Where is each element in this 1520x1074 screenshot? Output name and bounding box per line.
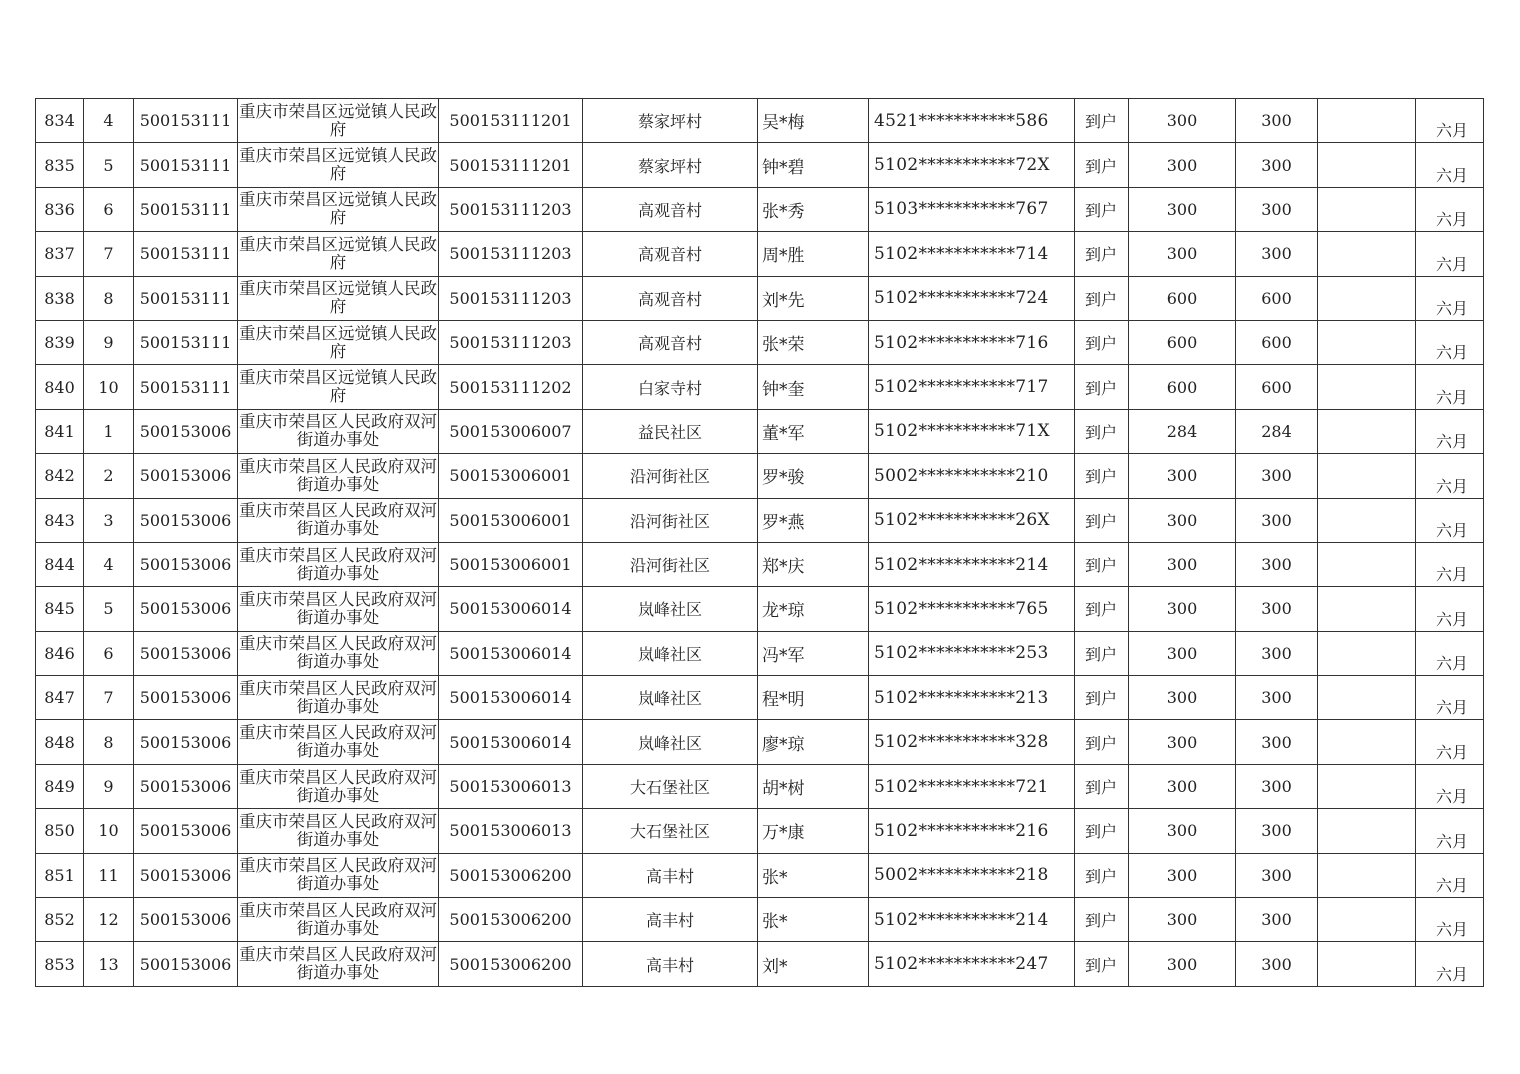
cell-id-number: 5102***********214 bbox=[869, 542, 1075, 586]
cell-group-number: 8 bbox=[84, 720, 134, 764]
cell-group-number: 3 bbox=[84, 498, 134, 542]
cell-person-name: 程*明 bbox=[758, 676, 869, 720]
cell-organization: 重庆市荣昌区人民政府双河街道办事处 bbox=[238, 542, 439, 586]
table-row bbox=[36, 409, 1484, 453]
cell-amount-due: 300 bbox=[1129, 542, 1236, 586]
cell-person-name: 胡*树 bbox=[758, 764, 869, 808]
cell-village: 高丰村 bbox=[583, 898, 758, 942]
cell-amount-due: 300 bbox=[1129, 99, 1236, 143]
table-row bbox=[36, 143, 1484, 187]
cell-org-code: 500153111 bbox=[134, 143, 238, 187]
cell-note bbox=[1318, 898, 1416, 942]
cell-note bbox=[1318, 99, 1416, 143]
cell-village-code: 500153006013 bbox=[439, 809, 583, 853]
cell-village: 大石堡社区 bbox=[583, 809, 758, 853]
cell-organization: 重庆市荣昌区远觉镇人民政府 bbox=[238, 232, 439, 276]
cell-amount-paid: 300 bbox=[1236, 853, 1318, 897]
cell-village: 高观音村 bbox=[583, 232, 758, 276]
cell-amount-paid: 300 bbox=[1236, 942, 1318, 986]
cell-organization: 重庆市荣昌区人民政府双河街道办事处 bbox=[238, 676, 439, 720]
cell-group-number: 1 bbox=[84, 409, 134, 453]
cell-payment-type: 到户 bbox=[1075, 143, 1129, 187]
cell-payment-type: 到户 bbox=[1075, 587, 1129, 631]
cell-amount-due: 284 bbox=[1129, 409, 1236, 453]
cell-group-number: 11 bbox=[84, 853, 134, 897]
cell-note bbox=[1318, 542, 1416, 586]
table-row bbox=[36, 187, 1484, 231]
cell-group-number: 7 bbox=[84, 676, 134, 720]
cell-sequence: 836 bbox=[36, 187, 84, 231]
cell-sequence: 853 bbox=[36, 942, 84, 986]
cell-payment-type: 到户 bbox=[1075, 720, 1129, 764]
cell-payment-type: 到户 bbox=[1075, 764, 1129, 808]
cell-payment-type: 到户 bbox=[1075, 498, 1129, 542]
table-row bbox=[36, 853, 1484, 897]
cell-amount-paid: 300 bbox=[1236, 454, 1318, 498]
cell-sequence: 840 bbox=[36, 365, 84, 409]
cell-village-code: 500153111203 bbox=[439, 232, 583, 276]
cell-group-number: 5 bbox=[84, 587, 134, 631]
cell-village-code: 500153006007 bbox=[439, 409, 583, 453]
cell-sequence: 846 bbox=[36, 631, 84, 675]
cell-amount-paid: 300 bbox=[1236, 676, 1318, 720]
table-row bbox=[36, 276, 1484, 320]
cell-sequence: 841 bbox=[36, 409, 84, 453]
cell-amount-due: 300 bbox=[1129, 454, 1236, 498]
cell-amount-paid: 300 bbox=[1236, 631, 1318, 675]
cell-month: 六月 bbox=[1416, 143, 1484, 187]
cell-id-number: 5102***********724 bbox=[869, 276, 1075, 320]
table-body bbox=[36, 99, 1484, 987]
cell-note bbox=[1318, 764, 1416, 808]
cell-person-name: 罗*骏 bbox=[758, 454, 869, 498]
cell-person-name: 罗*燕 bbox=[758, 498, 869, 542]
cell-org-code: 500153111 bbox=[134, 187, 238, 231]
cell-organization: 重庆市荣昌区人民政府双河街道办事处 bbox=[238, 498, 439, 542]
cell-amount-due: 300 bbox=[1129, 809, 1236, 853]
cell-group-number: 8 bbox=[84, 276, 134, 320]
cell-person-name: 刘*先 bbox=[758, 276, 869, 320]
cell-org-code: 500153111 bbox=[134, 232, 238, 276]
table-row bbox=[36, 898, 1484, 942]
cell-id-number: 5103***********767 bbox=[869, 187, 1075, 231]
cell-amount-due: 300 bbox=[1129, 764, 1236, 808]
cell-payment-type: 到户 bbox=[1075, 187, 1129, 231]
cell-sequence: 851 bbox=[36, 853, 84, 897]
cell-village: 高丰村 bbox=[583, 853, 758, 897]
cell-payment-type: 到户 bbox=[1075, 99, 1129, 143]
cell-month: 六月 bbox=[1416, 542, 1484, 586]
cell-village: 沿河街社区 bbox=[583, 454, 758, 498]
cell-amount-paid: 300 bbox=[1236, 99, 1318, 143]
cell-id-number: 5102***********247 bbox=[869, 942, 1075, 986]
cell-village-code: 500153006013 bbox=[439, 764, 583, 808]
cell-org-code: 500153006 bbox=[134, 898, 238, 942]
cell-person-name: 吴*梅 bbox=[758, 99, 869, 143]
cell-id-number: 5102***********717 bbox=[869, 365, 1075, 409]
cell-amount-due: 300 bbox=[1129, 498, 1236, 542]
cell-amount-paid: 300 bbox=[1236, 720, 1318, 764]
cell-sequence: 847 bbox=[36, 676, 84, 720]
cell-village-code: 500153111203 bbox=[439, 320, 583, 364]
cell-note bbox=[1318, 276, 1416, 320]
cell-sequence: 843 bbox=[36, 498, 84, 542]
cell-id-number: 4521***********586 bbox=[869, 99, 1075, 143]
cell-id-number: 5102***********714 bbox=[869, 232, 1075, 276]
cell-village: 岚峰社区 bbox=[583, 676, 758, 720]
cell-group-number: 7 bbox=[84, 232, 134, 276]
cell-note bbox=[1318, 232, 1416, 276]
cell-sequence: 835 bbox=[36, 143, 84, 187]
cell-id-number: 5102***********214 bbox=[869, 898, 1075, 942]
cell-note bbox=[1318, 365, 1416, 409]
cell-group-number: 9 bbox=[84, 764, 134, 808]
table-row bbox=[36, 587, 1484, 631]
cell-group-number: 5 bbox=[84, 143, 134, 187]
cell-org-code: 500153111 bbox=[134, 99, 238, 143]
cell-id-number: 5102***********721 bbox=[869, 764, 1075, 808]
cell-month: 六月 bbox=[1416, 898, 1484, 942]
cell-sequence: 839 bbox=[36, 320, 84, 364]
cell-note bbox=[1318, 631, 1416, 675]
cell-payment-type: 到户 bbox=[1075, 809, 1129, 853]
cell-village-code: 500153111203 bbox=[439, 276, 583, 320]
cell-org-code: 500153006 bbox=[134, 498, 238, 542]
cell-payment-type: 到户 bbox=[1075, 942, 1129, 986]
cell-village: 岚峰社区 bbox=[583, 587, 758, 631]
table-row bbox=[36, 676, 1484, 720]
cell-amount-paid: 300 bbox=[1236, 809, 1318, 853]
cell-month: 六月 bbox=[1416, 99, 1484, 143]
cell-id-number: 5002***********210 bbox=[869, 454, 1075, 498]
cell-month: 六月 bbox=[1416, 187, 1484, 231]
cell-month: 六月 bbox=[1416, 320, 1484, 364]
cell-id-number: 5102***********213 bbox=[869, 676, 1075, 720]
cell-amount-paid: 300 bbox=[1236, 232, 1318, 276]
cell-month: 六月 bbox=[1416, 942, 1484, 986]
cell-note bbox=[1318, 853, 1416, 897]
cell-sequence: 837 bbox=[36, 232, 84, 276]
cell-organization: 重庆市荣昌区人民政府双河街道办事处 bbox=[238, 942, 439, 986]
cell-id-number: 5002***********218 bbox=[869, 853, 1075, 897]
cell-village-code: 500153006001 bbox=[439, 498, 583, 542]
cell-organization: 重庆市荣昌区人民政府双河街道办事处 bbox=[238, 409, 439, 453]
cell-organization: 重庆市荣昌区远觉镇人民政府 bbox=[238, 143, 439, 187]
cell-note bbox=[1318, 676, 1416, 720]
cell-note bbox=[1318, 143, 1416, 187]
cell-organization: 重庆市荣昌区人民政府双河街道办事处 bbox=[238, 587, 439, 631]
cell-person-name: 张* bbox=[758, 898, 869, 942]
cell-org-code: 500153006 bbox=[134, 409, 238, 453]
cell-org-code: 500153006 bbox=[134, 764, 238, 808]
cell-amount-due: 300 bbox=[1129, 232, 1236, 276]
cell-amount-paid: 300 bbox=[1236, 143, 1318, 187]
cell-month: 六月 bbox=[1416, 276, 1484, 320]
cell-id-number: 5102***********253 bbox=[869, 631, 1075, 675]
table-row bbox=[36, 498, 1484, 542]
cell-month: 六月 bbox=[1416, 764, 1484, 808]
cell-org-code: 500153006 bbox=[134, 853, 238, 897]
cell-note bbox=[1318, 454, 1416, 498]
cell-amount-due: 300 bbox=[1129, 587, 1236, 631]
cell-note bbox=[1318, 409, 1416, 453]
cell-organization: 重庆市荣昌区人民政府双河街道办事处 bbox=[238, 809, 439, 853]
cell-person-name: 龙*琼 bbox=[758, 587, 869, 631]
cell-sequence: 849 bbox=[36, 764, 84, 808]
cell-amount-due: 300 bbox=[1129, 720, 1236, 764]
cell-amount-paid: 300 bbox=[1236, 542, 1318, 586]
cell-amount-due: 300 bbox=[1129, 942, 1236, 986]
cell-village: 岚峰社区 bbox=[583, 720, 758, 764]
cell-month: 六月 bbox=[1416, 720, 1484, 764]
table-row bbox=[36, 99, 1484, 143]
cell-month: 六月 bbox=[1416, 232, 1484, 276]
cell-village-code: 500153006200 bbox=[439, 853, 583, 897]
cell-amount-due: 300 bbox=[1129, 853, 1236, 897]
cell-village: 高观音村 bbox=[583, 320, 758, 364]
cell-sequence: 842 bbox=[36, 454, 84, 498]
cell-amount-paid: 300 bbox=[1236, 187, 1318, 231]
cell-village: 岚峰社区 bbox=[583, 631, 758, 675]
cell-amount-due: 300 bbox=[1129, 676, 1236, 720]
cell-organization: 重庆市荣昌区人民政府双河街道办事处 bbox=[238, 454, 439, 498]
cell-payment-type: 到户 bbox=[1075, 454, 1129, 498]
cell-organization: 重庆市荣昌区人民政府双河街道办事处 bbox=[238, 720, 439, 764]
cell-village: 蔡家坪村 bbox=[583, 143, 758, 187]
cell-sequence: 848 bbox=[36, 720, 84, 764]
table-row bbox=[36, 454, 1484, 498]
cell-org-code: 500153006 bbox=[134, 542, 238, 586]
cell-org-code: 500153006 bbox=[134, 720, 238, 764]
cell-organization: 重庆市荣昌区远觉镇人民政府 bbox=[238, 187, 439, 231]
cell-group-number: 4 bbox=[84, 542, 134, 586]
cell-person-name: 钟*奎 bbox=[758, 365, 869, 409]
cell-sequence: 852 bbox=[36, 898, 84, 942]
cell-person-name: 廖*琼 bbox=[758, 720, 869, 764]
cell-note bbox=[1318, 320, 1416, 364]
cell-amount-paid: 300 bbox=[1236, 498, 1318, 542]
cell-person-name: 张*秀 bbox=[758, 187, 869, 231]
cell-amount-paid: 300 bbox=[1236, 898, 1318, 942]
cell-village: 益民社区 bbox=[583, 409, 758, 453]
cell-org-code: 500153006 bbox=[134, 942, 238, 986]
cell-id-number: 5102***********328 bbox=[869, 720, 1075, 764]
cell-month: 六月 bbox=[1416, 409, 1484, 453]
cell-village-code: 500153111203 bbox=[439, 187, 583, 231]
cell-village-code: 500153006200 bbox=[439, 898, 583, 942]
cell-village: 蔡家坪村 bbox=[583, 99, 758, 143]
table-row bbox=[36, 942, 1484, 986]
table-row bbox=[36, 809, 1484, 853]
cell-payment-type: 到户 bbox=[1075, 276, 1129, 320]
cell-note bbox=[1318, 187, 1416, 231]
cell-month: 六月 bbox=[1416, 454, 1484, 498]
cell-group-number: 10 bbox=[84, 809, 134, 853]
cell-village-code: 500153111201 bbox=[439, 99, 583, 143]
cell-amount-due: 300 bbox=[1129, 187, 1236, 231]
cell-payment-type: 到户 bbox=[1075, 631, 1129, 675]
cell-payment-type: 到户 bbox=[1075, 542, 1129, 586]
table-row bbox=[36, 232, 1484, 276]
cell-amount-due: 300 bbox=[1129, 898, 1236, 942]
cell-org-code: 500153006 bbox=[134, 809, 238, 853]
cell-month: 六月 bbox=[1416, 498, 1484, 542]
cell-month: 六月 bbox=[1416, 631, 1484, 675]
cell-person-name: 冯*军 bbox=[758, 631, 869, 675]
cell-month: 六月 bbox=[1416, 853, 1484, 897]
cell-amount-paid: 600 bbox=[1236, 276, 1318, 320]
cell-payment-type: 到户 bbox=[1075, 409, 1129, 453]
cell-month: 六月 bbox=[1416, 809, 1484, 853]
cell-note bbox=[1318, 720, 1416, 764]
cell-month: 六月 bbox=[1416, 676, 1484, 720]
cell-person-name: 董*军 bbox=[758, 409, 869, 453]
cell-amount-due: 600 bbox=[1129, 276, 1236, 320]
cell-id-number: 5102***********716 bbox=[869, 320, 1075, 364]
cell-organization: 重庆市荣昌区远觉镇人民政府 bbox=[238, 99, 439, 143]
cell-organization: 重庆市荣昌区人民政府双河街道办事处 bbox=[238, 853, 439, 897]
cell-organization: 重庆市荣昌区人民政府双河街道办事处 bbox=[238, 631, 439, 675]
cell-payment-type: 到户 bbox=[1075, 853, 1129, 897]
cell-village: 沿河街社区 bbox=[583, 498, 758, 542]
cell-organization: 重庆市荣昌区远觉镇人民政府 bbox=[238, 365, 439, 409]
cell-org-code: 500153111 bbox=[134, 365, 238, 409]
cell-village: 高观音村 bbox=[583, 276, 758, 320]
table-row bbox=[36, 720, 1484, 764]
cell-payment-type: 到户 bbox=[1075, 676, 1129, 720]
cell-village-code: 500153111202 bbox=[439, 365, 583, 409]
cell-note bbox=[1318, 587, 1416, 631]
cell-id-number: 5102***********26X bbox=[869, 498, 1075, 542]
cell-group-number: 9 bbox=[84, 320, 134, 364]
cell-id-number: 5102***********72X bbox=[869, 143, 1075, 187]
cell-month: 六月 bbox=[1416, 587, 1484, 631]
cell-org-code: 500153006 bbox=[134, 587, 238, 631]
table-row bbox=[36, 631, 1484, 675]
cell-amount-due: 300 bbox=[1129, 143, 1236, 187]
cell-sequence: 838 bbox=[36, 276, 84, 320]
cell-person-name: 郑*庆 bbox=[758, 542, 869, 586]
table-row bbox=[36, 320, 1484, 364]
cell-group-number: 6 bbox=[84, 631, 134, 675]
cell-amount-paid: 284 bbox=[1236, 409, 1318, 453]
cell-person-name: 钟*碧 bbox=[758, 143, 869, 187]
cell-village-code: 500153006001 bbox=[439, 542, 583, 586]
cell-payment-type: 到户 bbox=[1075, 320, 1129, 364]
cell-amount-paid: 600 bbox=[1236, 365, 1318, 409]
cell-person-name: 张*荣 bbox=[758, 320, 869, 364]
cell-group-number: 2 bbox=[84, 454, 134, 498]
cell-amount-due: 300 bbox=[1129, 631, 1236, 675]
cell-id-number: 5102***********216 bbox=[869, 809, 1075, 853]
cell-org-code: 500153111 bbox=[134, 320, 238, 364]
cell-group-number: 13 bbox=[84, 942, 134, 986]
cell-village-code: 500153111201 bbox=[439, 143, 583, 187]
cell-village: 大石堡社区 bbox=[583, 764, 758, 808]
cell-payment-type: 到户 bbox=[1075, 365, 1129, 409]
cell-amount-paid: 600 bbox=[1236, 320, 1318, 364]
cell-sequence: 834 bbox=[36, 99, 84, 143]
cell-group-number: 6 bbox=[84, 187, 134, 231]
cell-org-code: 500153006 bbox=[134, 631, 238, 675]
cell-village-code: 500153006014 bbox=[439, 676, 583, 720]
cell-note bbox=[1318, 498, 1416, 542]
table-row bbox=[36, 365, 1484, 409]
cell-sequence: 850 bbox=[36, 809, 84, 853]
cell-village: 高丰村 bbox=[583, 942, 758, 986]
cell-payment-type: 到户 bbox=[1075, 898, 1129, 942]
cell-amount-due: 600 bbox=[1129, 365, 1236, 409]
cell-person-name: 万*康 bbox=[758, 809, 869, 853]
cell-org-code: 500153006 bbox=[134, 676, 238, 720]
subsidy-table bbox=[35, 98, 1484, 987]
cell-organization: 重庆市荣昌区人民政府双河街道办事处 bbox=[238, 764, 439, 808]
cell-village-code: 500153006200 bbox=[439, 942, 583, 986]
cell-organization: 重庆市荣昌区人民政府双河街道办事处 bbox=[238, 898, 439, 942]
cell-village: 高观音村 bbox=[583, 187, 758, 231]
cell-month: 六月 bbox=[1416, 365, 1484, 409]
table-row bbox=[36, 764, 1484, 808]
cell-organization: 重庆市荣昌区远觉镇人民政府 bbox=[238, 276, 439, 320]
cell-person-name: 刘* bbox=[758, 942, 869, 986]
cell-organization: 重庆市荣昌区远觉镇人民政府 bbox=[238, 320, 439, 364]
cell-group-number: 4 bbox=[84, 99, 134, 143]
cell-amount-paid: 300 bbox=[1236, 764, 1318, 808]
cell-id-number: 5102***********765 bbox=[869, 587, 1075, 631]
cell-village-code: 500153006014 bbox=[439, 631, 583, 675]
cell-payment-type: 到户 bbox=[1075, 232, 1129, 276]
cell-amount-paid: 300 bbox=[1236, 587, 1318, 631]
cell-id-number: 5102***********71X bbox=[869, 409, 1075, 453]
cell-org-code: 500153111 bbox=[134, 276, 238, 320]
cell-sequence: 845 bbox=[36, 587, 84, 631]
cell-village-code: 500153006014 bbox=[439, 587, 583, 631]
cell-village-code: 500153006001 bbox=[439, 454, 583, 498]
cell-org-code: 500153006 bbox=[134, 454, 238, 498]
table-row bbox=[36, 542, 1484, 586]
cell-amount-due: 600 bbox=[1129, 320, 1236, 364]
cell-sequence: 844 bbox=[36, 542, 84, 586]
cell-village: 白家寺村 bbox=[583, 365, 758, 409]
cell-note bbox=[1318, 942, 1416, 986]
cell-village-code: 500153006014 bbox=[439, 720, 583, 764]
cell-village: 沿河街社区 bbox=[583, 542, 758, 586]
cell-group-number: 10 bbox=[84, 365, 134, 409]
cell-person-name: 张* bbox=[758, 853, 869, 897]
cell-note bbox=[1318, 809, 1416, 853]
cell-group-number: 12 bbox=[84, 898, 134, 942]
cell-person-name: 周*胜 bbox=[758, 232, 869, 276]
